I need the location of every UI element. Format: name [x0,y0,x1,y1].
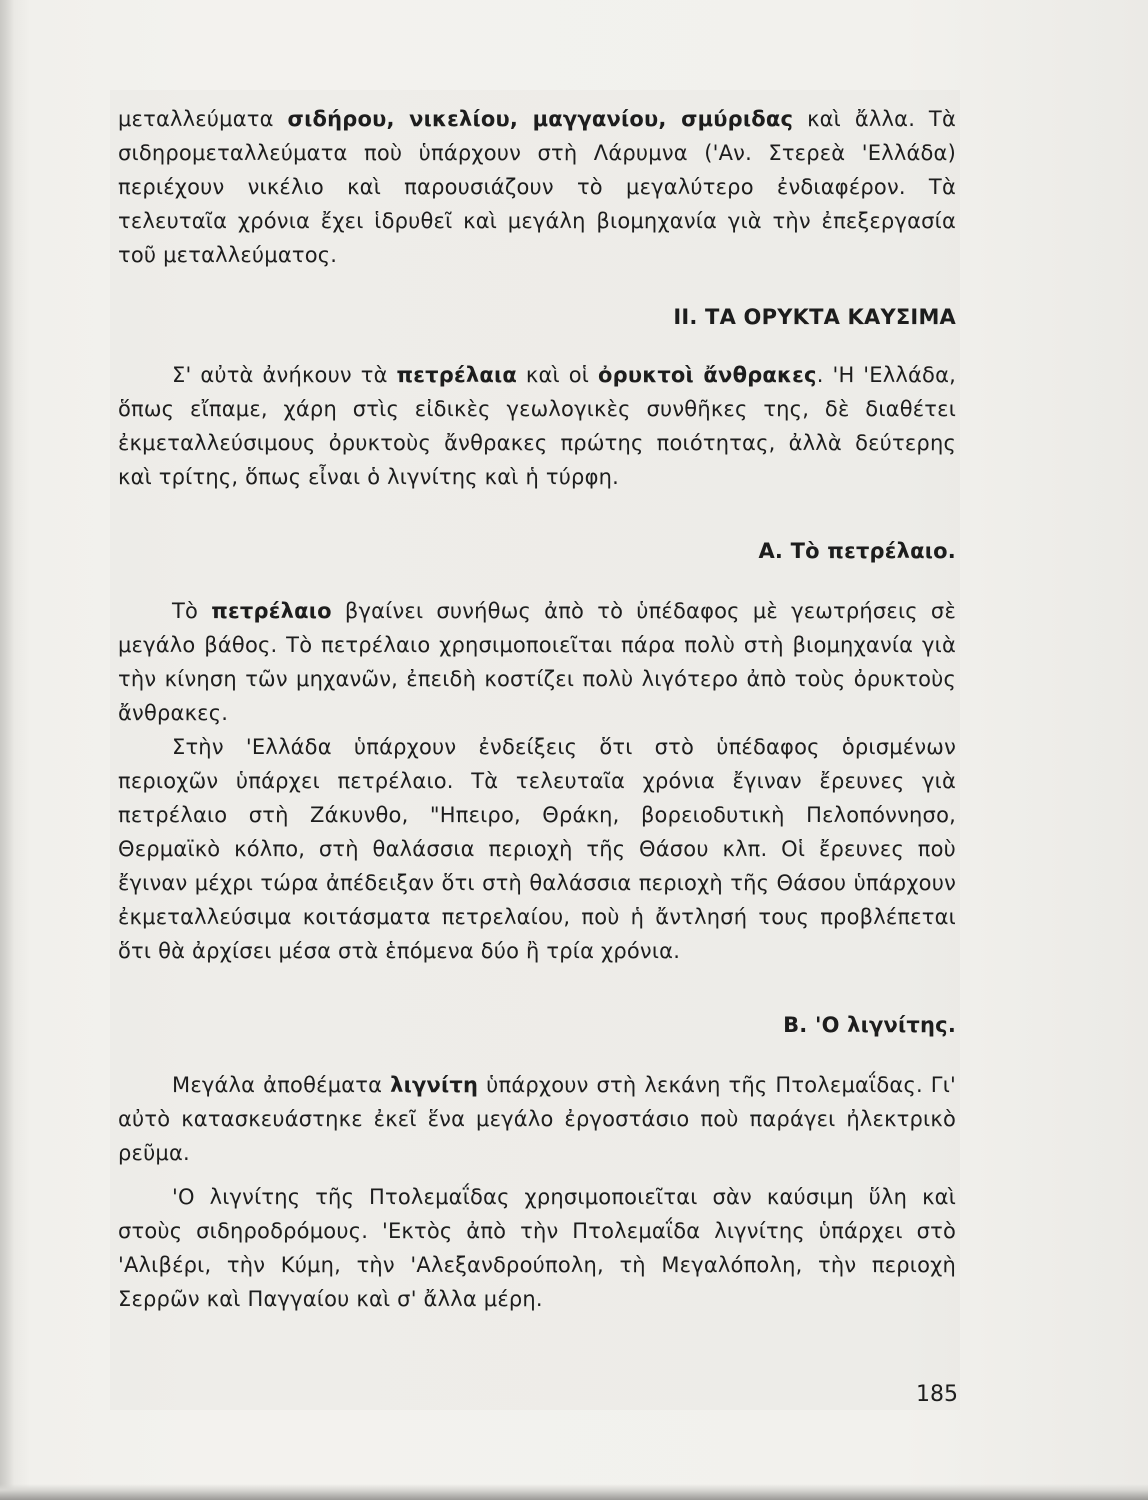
subsection-heading-lignite: Β. 'Ο λιγνίτης. [783,1013,956,1037]
text-span: Στὴν 'Ελλάδα ὑπάρχουν ἐνδείξεις ὅτι στὸ ὑπέδαφος ὁρισμένων περιοχῶν ὑπάρχει πετρέλαιο. Τὰ τελευταῖα χρόνια ἔγιναν ἔρευνες γιὰ πετρέλαιο στὴ Ζάκυνθο, "Ηπειρο, Θράκη, βορειοδυτικὴ Πελοπόννησο, Θερμαϊκὸ κόλπο, στὴ θαλάσσια περιοχὴ τῆς Θάσου κλπ. Οἱ ἔρευνες ποὺ ἔγιναν μέχρι τώρα ἀπέδειξαν ὅτι στὴ θαλάσσια περιοχὴ τῆς Θάσου ὑπάρχουν ἐκμεταλλεύσιμα κοιτάσματα πετρελαίου, ποὺ ἡ ἄντλησή τους προβλέπεται ὅτι θὰ ἀρχίσει μέσα στὰ ἑπόμενα δύο ἢ τρία χρόνια. [118,735,956,963]
binding-shadow [0,0,14,1500]
bold-term: λιγνίτη [390,1073,479,1097]
paragraph-fuels-intro [118,358,956,494]
paragraph-lignite-ptolemaida [118,1068,956,1170]
paragraph-oil-greece [118,730,956,968]
paragraph-oil-usage [118,594,956,730]
text-span: . 'Η 'Ελλάδα, ὅπως εἴπαμε, χάρη στὶς εἰδικὲς γεωλογικὲς συνθῆκες της, δὲ διαθέτει ἐκμεταλλεύσιμους ὀρυκτοὺς ἄνθρακες πρώτης ποιότητας, ἀλλὰ δεύτερης καὶ τρίτης, ὅπως εἶναι ὁ λιγνίτης καὶ ἡ τύρφη. [118,363,957,489]
text-column [118,102,956,1316]
paragraph-lignite-locations [118,1180,956,1316]
text-span: Τὸ [172,599,212,623]
bold-term: πετρέλαια [396,363,518,387]
text-span: ὑπάρχουν στὴ λεκάνη τῆς Πτολεμαΐδας. Γι' αὐτὸ κατασκευάστηκε ἐκεῖ ἕνα μεγάλο ἐργοστάσιο ποὺ παράγει ἠλεκτρικὸ ρεῦμα. [118,1073,956,1165]
text-span: 'Ο λιγνίτης τῆς Πτολεμαΐδας χρησιμοποιεῖται σὰν καύσιμη ὕλη καὶ στοὺς σιδηροδρόμους. 'Εκτὸς ἀπὸ τὴν Πτολεμαΐδα λιγνίτης ὑπάρχει στὸ 'Αλιβέρι, τὴν Κύμη, τὴν 'Αλεξανδρούπολη, τὴ Μεγαλόπολη, τὴν περιοχὴ Σερρῶν καὶ Παγγαίου καὶ σ' ἄλλα μέρη. [118,1185,956,1311]
paragraph-metal-ores [118,102,956,272]
text-span: Μεγάλα ἀποθέματα [172,1073,391,1097]
bold-term: πετρέλαιο [211,599,332,623]
page-bottom-edge [0,1484,1148,1500]
text-span: βγαίνει συνήθως ἀπὸ τὸ ὑπέδαφος μὲ γεωτρήσεις σὲ μεγάλο βάθος. Τὸ πετρέλαιο χρησιμοποιεῖται πάρα πολὺ στὴ βιομηχανία γιὰ τὴν κίνηση τῶν μηχανῶν, ἐπειδὴ κοστίζει πολὺ λιγότερο ἀπὸ τοὺς ὀρυκτοὺς ἄνθρακες. [118,599,956,725]
text-span: καὶ οἱ [517,363,598,387]
bold-term: σιδήρου, νικελίου, μαγγανίου, σμύριδας [287,107,794,131]
subsection-heading-oil: Α. Τὸ πετρέλαιο. [758,539,956,563]
text-span: μεταλλεύματα [118,107,288,131]
section-heading: II. ΤΑ ΟΡΥΚΤΑ ΚΑΥΣΙΜΑ [673,305,956,329]
bold-term: ὀρυκτοὶ ἄνθρακες [597,363,817,387]
text-span: Σ' αὐτὰ ἀνήκουν τὰ [172,363,397,387]
page-number: 185 [916,1382,958,1407]
text-span: καὶ ἄλλα. Τὰ σιδηρομεταλλεύματα ποὺ ὑπάρχουν στὴ Λάρυμνα ('Αν. Στερεὰ 'Ελλάδα) περιέχουν νικέλιο καὶ παρουσιάζουν τὸ μεγαλύτερο ἐνδιαφέρον. Τὰ τελευταῖα χρόνια ἔχει ἱδρυθεῖ καὶ μεγάλη βιομηχανία γιὰ τὴν ἐπεξεργασία τοῦ μεταλλεύματος. [118,107,957,267]
